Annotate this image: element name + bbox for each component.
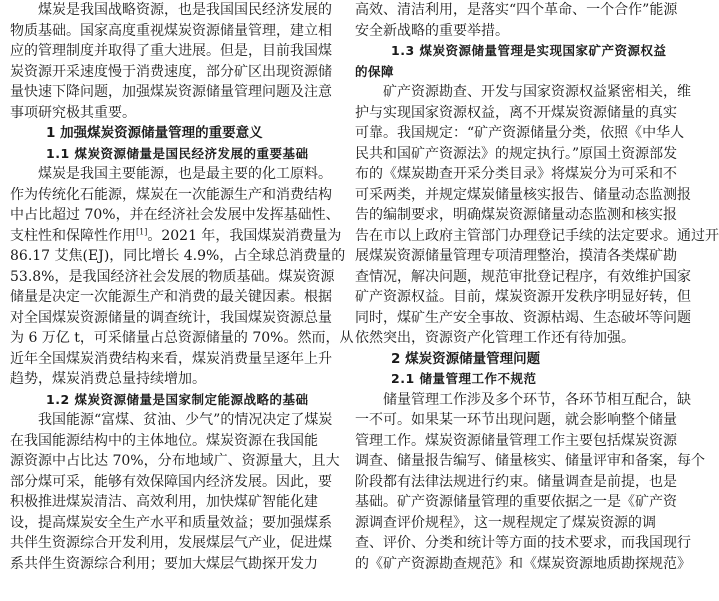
- line-text: 煤炭是我国战略资源，也是我国国民经济发展的: [38, 2, 332, 18]
- line-text: 依然突出，资源资产化管理工作还有待加强。: [355, 330, 635, 346]
- line-text: 应的管理制度并取得了重大进展。但是，目前我国煤: [10, 43, 332, 59]
- right-line: [355, 513, 677, 534]
- right-line: [355, 308, 691, 329]
- line-text: 高效、清洁利用，是落实“四个革命、一个合作”能源: [355, 2, 678, 18]
- line-text: 一不可。如果某一环节出现问题，就会影响整个储量: [355, 412, 677, 428]
- left-line: [10, 308, 332, 329]
- right-line: [355, 554, 691, 575]
- line-text: 为 6 万亿 t，可采储量占总资源储量的 70%。然而，从: [10, 330, 354, 346]
- line-text: 量快速下降问题，加强煤炭资源储量管理问题及注意: [10, 84, 332, 100]
- line-text: 积极推进煤炭清洁、高效利用，加快煤矿智能化建: [10, 494, 318, 510]
- line-text: 调查、储量报告编写、储量核实、储量评审和备案，每个: [355, 453, 705, 469]
- line-text: 1.3 煤炭资源储量管理是实现国家矿产资源权益: [391, 43, 667, 58]
- left-line: [10, 267, 335, 288]
- line-text: 护与实现国家资源权益，离不开煤炭资源储量的真实: [355, 104, 677, 121]
- right-line: [355, 82, 691, 103]
- line-text: 作为传统化石能源，煤炭在一次能源生产和消费结构: [10, 186, 332, 203]
- left-line: [10, 369, 332, 390]
- right-line: [355, 0, 677, 21]
- right-line: [355, 390, 691, 411]
- left-line: [10, 0, 332, 21]
- left-line: [10, 513, 332, 534]
- line-text: 系共伴生资源综合利用；要加大煤层气勘探开发力: [10, 555, 318, 572]
- line-text: 矿产资源勘查、开发与国家资源权益紧密相关，维: [383, 84, 691, 100]
- line-text: 布的《煤炭勘查开采分类目录》将煤炭分为可采和不: [355, 166, 677, 182]
- right-line: [355, 267, 691, 288]
- line-text: 物质基础。国家高度重视煤炭资源储量管理，建立相: [10, 22, 332, 39]
- right-line: [355, 226, 719, 247]
- line-text: 储量是决定一次能源生产和消费的最关键因素。根据: [10, 289, 332, 305]
- line-text: 对全国煤炭资源储量的调查统计，我国煤炭资源总量: [10, 309, 332, 326]
- citation-ref[interactable]: [1]: [136, 226, 148, 236]
- line-text: 我国能源“富煤、贫油、少气”的情况决定了煤炭: [38, 412, 333, 428]
- left-line: [10, 246, 346, 267]
- line-text: 管理工作。煤炭资源储量管理工作主要包括煤炭资源: [355, 432, 677, 449]
- line-text: 中占比超过 70%，并在经济社会发展中发挥基础性、: [10, 207, 340, 223]
- right-line: [355, 451, 705, 472]
- right-line: [355, 533, 691, 554]
- left-line: [10, 103, 332, 124]
- line-text: 的《矿产资源勘查规范》和《煤炭资源地质勘探规范》: [355, 555, 691, 572]
- left-subsection-heading: [10, 390, 332, 411]
- left-line: [10, 492, 332, 513]
- right-line: [355, 431, 677, 452]
- line-text: 查情况，解决问题，规范审批登记程序，有效维护国家: [355, 268, 691, 285]
- left-subsection-heading: [10, 144, 332, 165]
- left-line: [10, 62, 332, 83]
- line-text: 民共和国矿产资源法》的规定执行。”原国土资源部发: [355, 145, 678, 162]
- right-line: [355, 205, 677, 226]
- left-line: [10, 41, 332, 62]
- right-line: [355, 144, 677, 165]
- line-text: 1.1 煤炭资源储量是国民经济发展的重要基础: [46, 145, 309, 161]
- right-line: [355, 185, 691, 206]
- line-text: 可靠。我国规定：“矿产资源储量分类，依照《中华人: [355, 125, 685, 141]
- right-line: [355, 103, 677, 124]
- line-text: 查、评价、分类和统计等方面的技术要求，而我国现行: [355, 535, 691, 551]
- left-line: [10, 410, 332, 431]
- line-text: 炭资源开采速度慢于消费速度，部分矿区出现资源储: [10, 63, 332, 80]
- line-text-tail: 。2021 年，我国煤炭消费量为: [147, 227, 342, 244]
- line-text: 同时，煤矿生产安全事故、资源枯竭、生态破坏等问题: [355, 309, 691, 326]
- line-text: 支柱性和保障性作用: [10, 227, 136, 244]
- line-text: 设，提高煤炭安全生产水平和质量效益；要加强煤系: [10, 514, 332, 531]
- line-text: 展煤炭资源储量管理专项清理整治，摸清各类煤矿勘: [355, 248, 677, 264]
- right-line: [355, 472, 677, 493]
- line-text: 的保障: [355, 63, 395, 79]
- line-text: 86.17 艾焦(EJ)，同比增长 4.9%，占全球总消费量的: [10, 248, 346, 264]
- left-section-heading: [10, 123, 332, 144]
- left-line: [10, 82, 332, 103]
- line-text: 2 煤炭资源储量管理问题: [391, 350, 541, 367]
- line-text: 储量管理工作涉及多个环节，各环节相互配合，缺: [383, 391, 691, 408]
- line-text: 安全新战略的重要举措。: [355, 22, 509, 39]
- left-line: [10, 554, 332, 575]
- left-line: [10, 533, 332, 554]
- line-text: 53.8%，是我国经济社会发展的物质基础。煤炭资源: [10, 268, 335, 285]
- line-text: 1 加强煤炭资源储量管理的重要意义: [46, 125, 263, 141]
- line-text: 趋势，煤炭消费总量持续增加。: [10, 371, 206, 387]
- left-line: [10, 21, 332, 42]
- line-text: 基础。矿产资源储量管理的重要依据之一是《矿产资: [355, 494, 677, 510]
- right-line: [355, 164, 677, 185]
- line-text: 煤炭是我国主要能源，也是最主要的化工原料。: [38, 166, 332, 182]
- right-subsection-heading: [355, 62, 677, 83]
- left-line: [10, 472, 332, 493]
- line-text: 告的编制要求，明确煤炭资源储量动态监测和核实报: [355, 207, 677, 223]
- right-section-heading: [355, 349, 677, 370]
- left-line: [10, 287, 332, 308]
- line-text: 矿产资源权益。目前，煤炭资源开发秩序明显好转，但: [355, 289, 691, 305]
- line-text: 阶段都有法律法规进行约束。储量调查是前提，也是: [355, 473, 677, 490]
- line-text: 部分煤可采，能够有效保障国内经济发展。因此，要: [10, 473, 332, 490]
- line-text: 在我国能源结构中的主体地位。煤炭资源在我国能: [10, 432, 318, 449]
- line-text: 事项研究极其重要。: [10, 104, 136, 121]
- left-line: [10, 185, 332, 206]
- right-subsection-heading: [355, 369, 677, 390]
- right-line: [355, 287, 691, 308]
- right-line: [355, 21, 677, 42]
- line-text: 可采两类，并规定煤炭储量核实报告、储量动态监测报: [355, 186, 691, 203]
- right-line: [355, 123, 685, 144]
- left-line: [10, 226, 342, 247]
- right-line: [355, 492, 677, 513]
- right-line: [355, 328, 677, 349]
- left-line: [10, 349, 332, 370]
- left-line: [10, 328, 354, 349]
- left-line: [10, 205, 340, 226]
- right-subsection-heading: [355, 41, 677, 62]
- left-line: [10, 431, 332, 452]
- line-text: 1.2 煤炭资源储量是国家制定能源战略的基础: [46, 391, 309, 407]
- right-column: [355, 0, 719, 574]
- line-text: 源资源中占比达 70%，分布地域广、资源量大，且大: [10, 453, 340, 469]
- left-line: [10, 451, 340, 472]
- left-line: [10, 164, 332, 185]
- line-text: 共伴生资源综合开发利用，发展煤层气产业，促进煤: [10, 535, 332, 551]
- line-text: 告在市以上政府主管部门办理登记手续的法定要求。通过开: [355, 227, 719, 244]
- left-column: [10, 0, 354, 574]
- right-line: [355, 410, 677, 431]
- line-text: 近年全国煤炭消费结构来看，煤炭消费量呈逐年上升: [10, 350, 332, 367]
- line-text: 源调查评价规程》，这一规程规定了煤炭资源的调: [355, 514, 656, 531]
- right-line: [355, 246, 677, 267]
- line-text: 2.1 储量管理工作不规范: [391, 371, 537, 386]
